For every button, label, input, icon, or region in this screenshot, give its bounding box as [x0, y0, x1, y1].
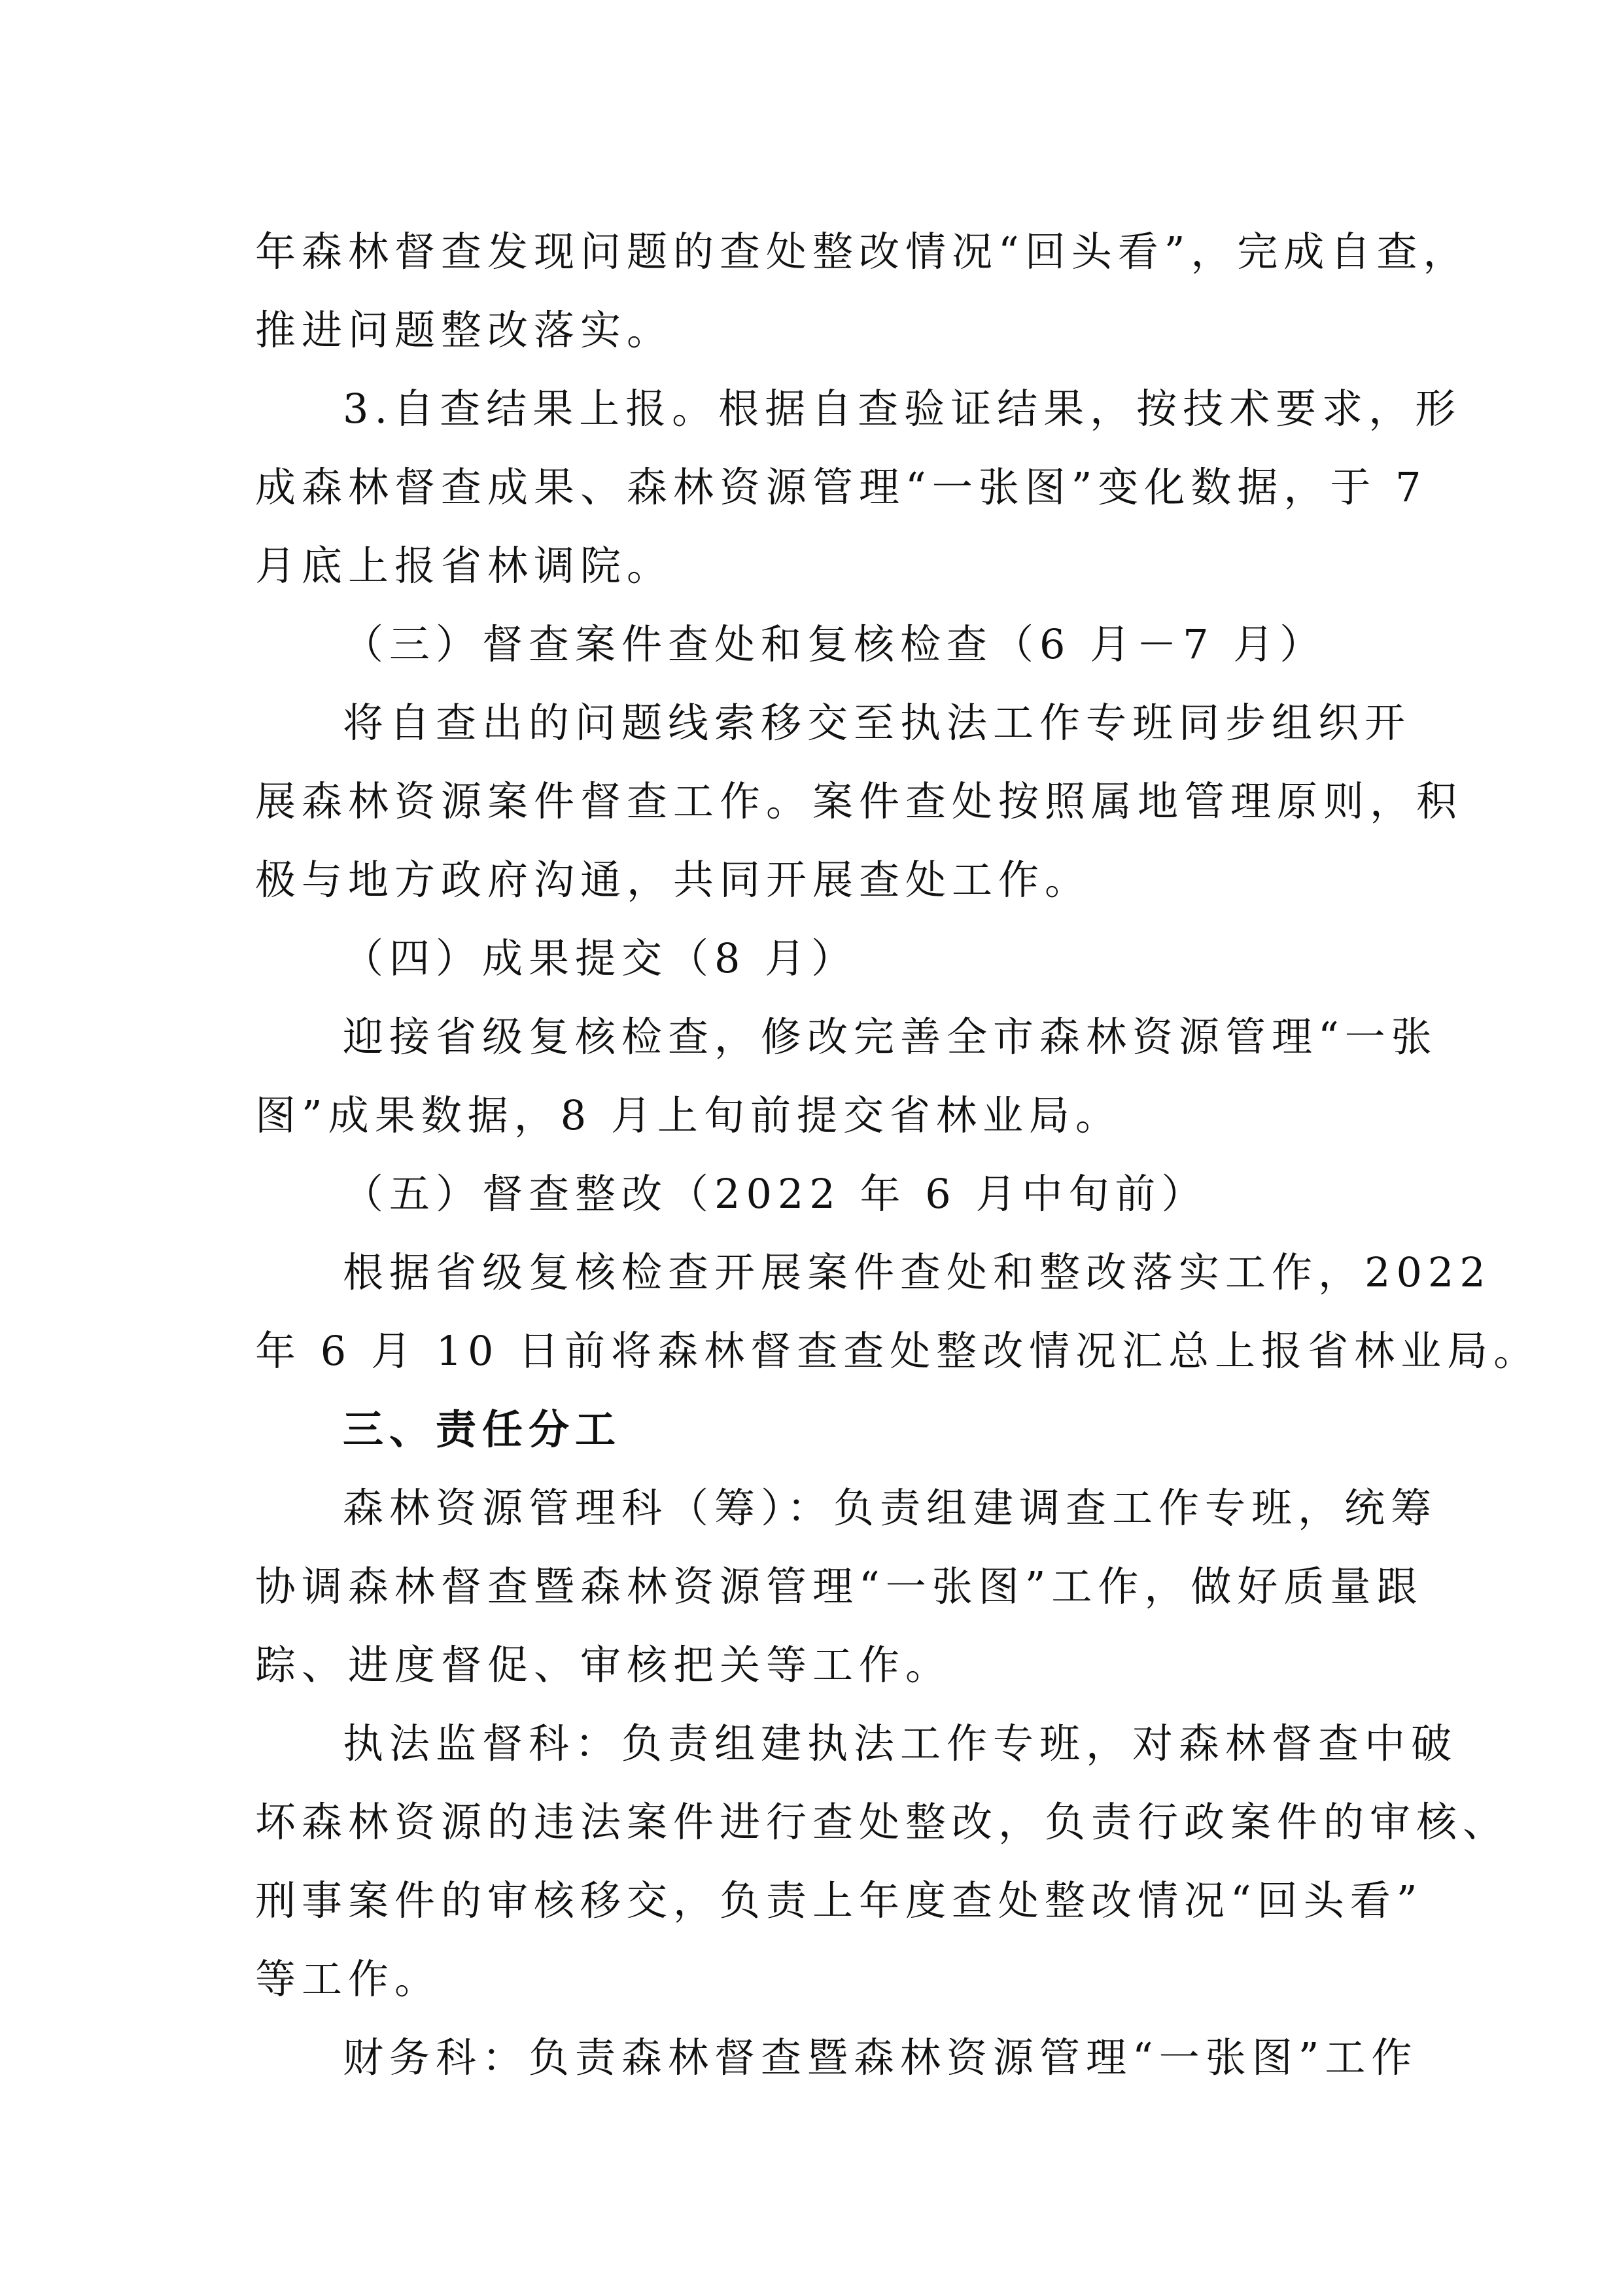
paragraph-line: 年 6 月 10 日前将森林督查查处整改情况汇总上报省林业局。: [255, 1327, 1540, 1375]
paragraph-line: 图”成果数据，8 月上旬前提交省林业局。: [255, 1091, 1122, 1139]
paragraph-line: 坏森林资源的违法案件进行查处整改，负责行政案件的审核、: [255, 1798, 1510, 1846]
paragraph-line: 展森林资源案件督查工作。案件查处按照属地管理原则，积: [255, 777, 1463, 825]
paragraph-line: 踪、进度督促、审核把关等工作。: [255, 1641, 952, 1689]
section-subheading: （四）成果提交（8 月）: [343, 934, 858, 982]
paragraph-line: 年森林督查发现问题的查处整改情况“回头看”，完成自查，: [255, 228, 1470, 275]
section-heading: 三、责任分工: [343, 1405, 622, 1453]
paragraph-line: 执法监督科：负责组建执法工作专班，对森林督查中破: [343, 1720, 1458, 1767]
paragraph-line: 月底上报省林调院。: [255, 542, 674, 590]
paragraph-line: 森林资源管理科（筹）：负责组建调查工作专班，统筹: [343, 1484, 1438, 1532]
paragraph-line: 迎接省级复核检查，修改完善全市森林资源管理“一张: [343, 1013, 1438, 1061]
paragraph-line: 等工作。: [255, 1955, 442, 2003]
paragraph-line: 3.自查结果上报。根据自查验证结果，按技术要求，形: [343, 385, 1462, 433]
paragraph-line: 财务科：负责森林督查暨森林资源管理“一张图”工作: [343, 2034, 1418, 2081]
paragraph-line: 极与地方政府沟通，共同开展查处工作。: [255, 856, 1092, 904]
paragraph-line: 推进问题整改落实。: [255, 306, 674, 354]
section-subheading: （三）督查案件查处和复核检查（6 月－7 月）: [343, 620, 1327, 668]
paragraph-line: 刑事案件的审核移交，负责上年度查处整改情况“回头看”: [255, 1877, 1423, 1924]
paragraph-line: 成森林督查成果、森林资源管理“一张图”变化数据，于 7: [255, 463, 1427, 511]
paragraph-line: 将自查出的问题线索移交至执法工作专班同步组织开: [343, 699, 1412, 747]
paragraph-line: 根据省级复核检查开展案件查处和整改落实工作，2022: [343, 1248, 1491, 1296]
section-subheading: （五）督查整改（2022 年 6 月中旬前）: [343, 1170, 1208, 1218]
paragraph-line: 协调森林督查暨森林资源管理“一张图”工作，做好质量跟: [255, 1563, 1423, 1610]
